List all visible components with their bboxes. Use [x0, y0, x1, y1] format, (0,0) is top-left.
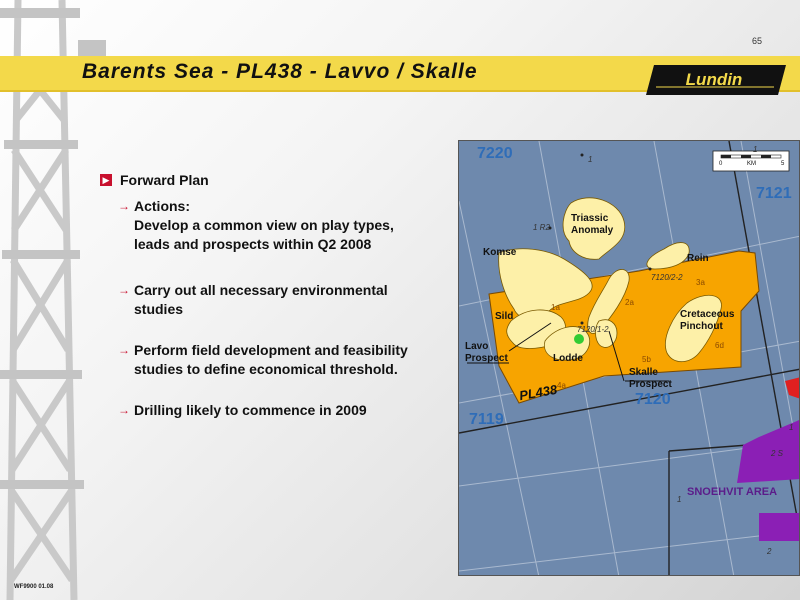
- logo-text: Lundin: [685, 70, 743, 89]
- licence-map: [458, 140, 800, 576]
- forward-plan-list: [100, 172, 440, 420]
- block-7119-label: 7119: [469, 411, 504, 428]
- sub-block-1a: 1a: [551, 303, 560, 312]
- well-label: 2: [767, 547, 772, 556]
- scale-start: 0: [719, 161, 723, 167]
- section-heading: Forward Plan: [120, 172, 209, 188]
- snoehvit-field-shape-2: [759, 513, 800, 541]
- sub-block-2a: 2a: [625, 298, 634, 307]
- well-label: 1: [588, 155, 593, 164]
- lodde-label: Lodde: [553, 353, 583, 364]
- arrow-icon: →: [118, 343, 130, 357]
- scale-end: 5: [781, 161, 785, 167]
- bullet-item: → Actions: Develop a common view on play types, leads and prospects within Q2 2008: [118, 198, 394, 252]
- sub-block-5b: 5b: [642, 355, 651, 364]
- pl438-label: PL438: [517, 381, 559, 404]
- well-label: 7120/1-2: [577, 325, 609, 334]
- komse-label: Komse: [483, 247, 517, 258]
- slide-title: Barents Sea - PL438 - Lavvo / Skalle: [82, 60, 478, 83]
- bullet-item: → Perform field development and feasibility studies to define economical threshold.: [118, 342, 408, 377]
- triassic-anomaly-label: Triassic Anomaly: [571, 213, 614, 236]
- well-label: 1: [677, 495, 682, 504]
- well-label: 1 R2: [533, 223, 550, 232]
- bullet-item: → Drilling likely to commence in 2009: [118, 402, 367, 418]
- cretaceous-pinchout-label: Cretaceous Pinchout: [680, 309, 735, 332]
- red-arrow-icon: ▶: [100, 174, 112, 186]
- map-graphic: [459, 141, 800, 576]
- block-7120-label: 7120: [635, 391, 671, 408]
- well-label: 1: [753, 145, 758, 154]
- block-7220-label: 7220: [477, 145, 513, 162]
- well-label: 1: [789, 423, 794, 432]
- skalle-prospect-label: Skalle Prospect: [629, 367, 672, 390]
- footer-code: WF9900 01.08: [14, 584, 54, 590]
- scale-unit: KM: [747, 161, 756, 167]
- company-logo: [646, 65, 786, 95]
- arrow-icon: →: [118, 199, 130, 213]
- sub-block-3a: 3a: [696, 278, 705, 287]
- page-number: 65: [752, 36, 763, 46]
- bullet-item: → Carry out all necessary environmental studies: [118, 282, 388, 317]
- discovery-well-marker: [574, 334, 584, 344]
- sub-block-6d: 6d: [715, 341, 724, 350]
- arrow-icon: →: [118, 283, 130, 297]
- arrow-icon: →: [118, 403, 130, 417]
- well-label: 2 S: [771, 449, 784, 458]
- lavo-prospect-label: Lavo Prospect: [465, 341, 508, 364]
- level1-bullet: [100, 172, 440, 188]
- sild-label: Sild: [495, 311, 514, 322]
- sub-block-4a: 4a: [557, 381, 566, 390]
- block-7121-label: 7121: [756, 185, 792, 202]
- well-label: 7120/2-2: [651, 273, 683, 282]
- snoehvit-area-label: SNOEHVIT AREA: [687, 486, 778, 498]
- rein-label: Rein: [687, 253, 709, 264]
